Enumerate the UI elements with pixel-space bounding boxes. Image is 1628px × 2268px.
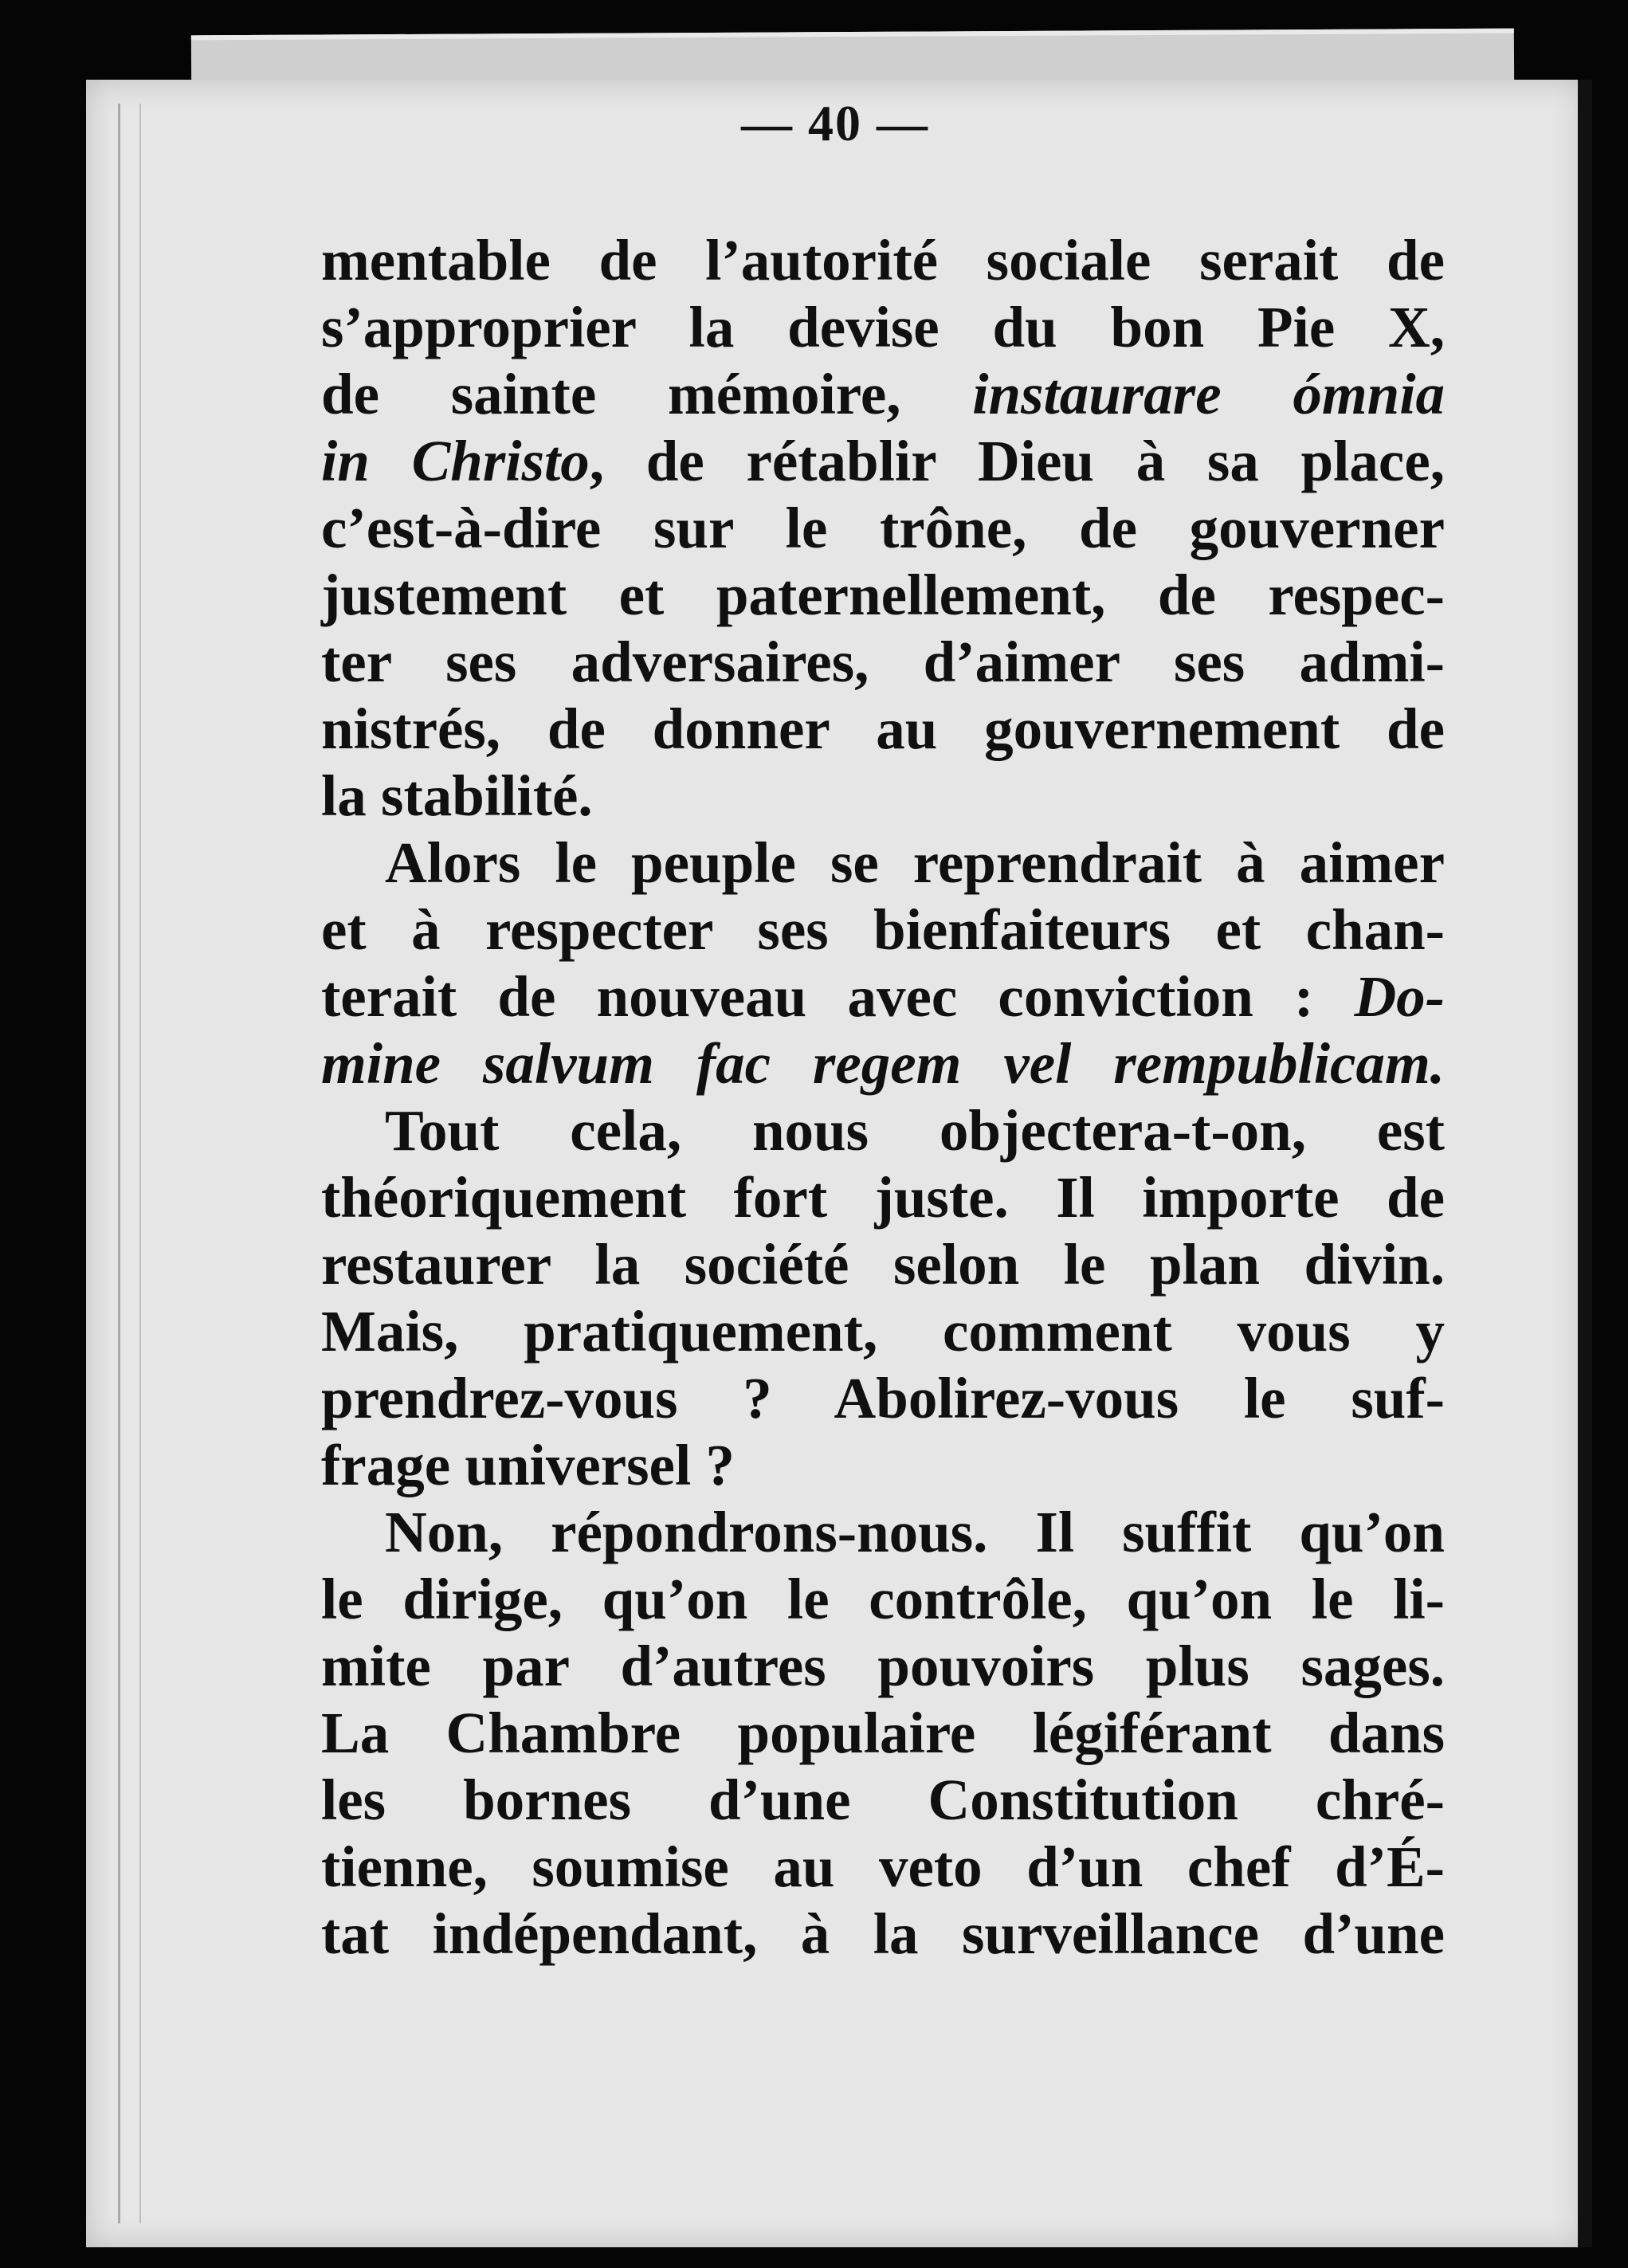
- text-segment: , de rétablir Dieu à sa place,: [589, 429, 1445, 493]
- text-line: [321, 361, 1445, 428]
- text-line: [321, 963, 1445, 1030]
- text-line: [321, 1834, 1445, 1901]
- text-segment: Alors le peuple se reprendrait à aimer: [385, 830, 1445, 895]
- text-segment: terait de nouveau avec conviction :: [321, 964, 1355, 1029]
- text-segment: justement et paternellement, de respec-: [321, 563, 1445, 627]
- text-line: [321, 1432, 1445, 1499]
- text-line: [321, 1030, 1445, 1097]
- text-segment: s’approprier la devise du bon Pie X,: [321, 295, 1445, 359]
- text-line: [321, 1499, 1445, 1566]
- text-line: [321, 830, 1445, 897]
- text-line: [321, 1767, 1445, 1834]
- text-line: [321, 696, 1445, 763]
- text-line: [321, 763, 1445, 830]
- italic-segment: in Christo: [321, 429, 590, 493]
- text-line: [321, 1633, 1445, 1700]
- text-segment: tienne, soumise au veto d’un chef d’É-: [321, 1834, 1445, 1899]
- text-line: [321, 227, 1445, 294]
- text-line: [321, 428, 1445, 495]
- book-page: [86, 80, 1584, 2247]
- text-segment: ter ses adversaires, d’aimer ses admi-: [321, 630, 1445, 694]
- text-line: [321, 629, 1445, 696]
- text-segment: c’est-à-dire sur le trône, de gouverner: [321, 496, 1445, 560]
- text-line: [321, 1298, 1445, 1365]
- text-line: [321, 1164, 1445, 1231]
- text-line: [321, 1365, 1445, 1432]
- text-segment: les bornes d’une Constitution chré-: [321, 1768, 1445, 1832]
- text-segment: prendrez-vous ? Abolirez-vous le suf-: [321, 1366, 1445, 1430]
- italic-segment: instaurare ómnia: [972, 362, 1445, 426]
- text-segment: Mais, pratiquement, comment vous y: [321, 1299, 1445, 1364]
- text-line: [321, 495, 1445, 562]
- text-line: [321, 1700, 1445, 1767]
- page-number: — 40 —: [741, 95, 929, 151]
- text-segment: de sainte mémoire,: [321, 362, 973, 426]
- text-segment: frage universel ?: [321, 1433, 735, 1497]
- text-line: [321, 1566, 1445, 1633]
- text-line: [321, 562, 1445, 629]
- text-segment: restaurer la société selon le plan divin.: [321, 1232, 1445, 1297]
- text-segment: mite par d’autres pouvoirs plus sages.: [321, 1634, 1445, 1698]
- text-line: [321, 897, 1445, 963]
- text-line: [321, 1231, 1445, 1298]
- text-segment: nistrés, de donner au gouvernement de: [321, 696, 1445, 761]
- text-line: [321, 1097, 1445, 1164]
- text-segment: et à respecter ses bienfaiteurs et chan-: [321, 897, 1445, 962]
- body-text: [321, 227, 1445, 1968]
- text-segment: Non, répondrons-nous. Il suffit qu’on: [385, 1500, 1445, 1564]
- text-segment: la stabilité.: [321, 763, 593, 828]
- italic-segment: Do-: [1354, 964, 1445, 1029]
- text-segment: le dirige, qu’on le contrôle, qu’on le li-: [321, 1567, 1445, 1631]
- text-segment: théoriquement fort juste. Il importe de: [321, 1165, 1445, 1230]
- text-segment: mentable de l’autorité sociale serait de: [321, 228, 1445, 292]
- italic-segment: mine salvum fac regem vel rempublicam.: [321, 1031, 1445, 1096]
- text-segment: Tout cela, nous objectera-t-on, est: [385, 1098, 1445, 1163]
- text-line: [321, 1901, 1445, 1968]
- text-line: [321, 294, 1445, 361]
- text-segment: La Chambre populaire légiférant dans: [321, 1701, 1445, 1765]
- text-segment: tat indépendant, à la surveillance d’une: [321, 1901, 1445, 1966]
